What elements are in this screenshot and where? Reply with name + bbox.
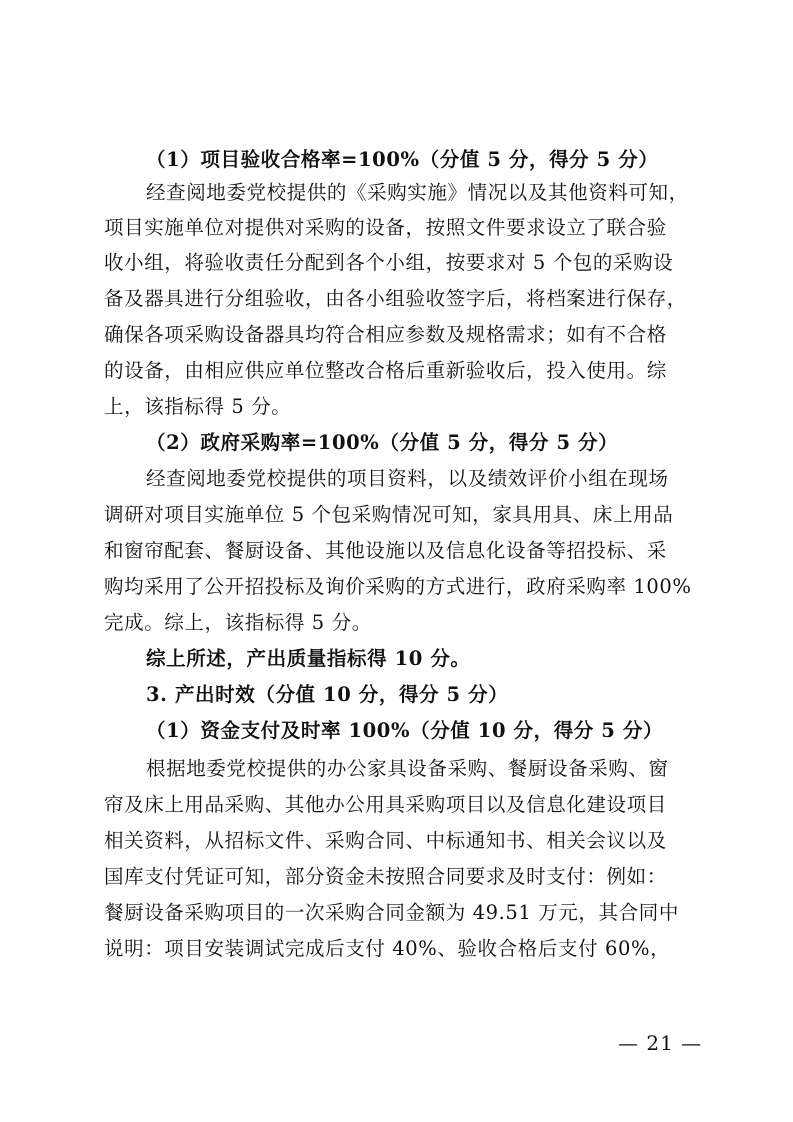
page-number: — 21 — xyxy=(618,1031,703,1055)
heading-acceptance-rate: （1）项目验收合格率=100%（分值 5 分，得分 5 分） xyxy=(146,148,659,171)
heading-output-timeliness: 3. 产出时效（分值 10 分，得分 5 分） xyxy=(146,683,509,706)
paragraph-line: 完成。综上，该指标得 5 分。 xyxy=(104,611,372,634)
summary-quality: 综上所述，产出质量指标得 10 分。 xyxy=(146,647,471,670)
paragraph-line: 说明：项目安装调试完成后支付 40%、验收合格后支付 60%， xyxy=(104,937,671,960)
paragraph-line: 根据地委党校提供的办公家具设备采购、餐厨设备采购、窗 xyxy=(146,757,669,780)
paragraph-line: 备及器具进行分组验收，由各小组验收签字后，将档案进行保存， xyxy=(104,287,687,310)
paragraph-line: 购均采用了公开招投标及询价采购的方式进行，政府采购率 100% xyxy=(104,575,692,598)
paragraph-line: 帘及床上用品采购、其他办公用具采购项目以及信息化建设项目 xyxy=(104,793,667,816)
paragraph-line: 经查阅地委党校提供的项目资料，以及绩效评价小组在现场 xyxy=(146,467,669,490)
paragraph-line: 经查阅地委党校提供的《采购实施》情况以及其他资料可知， xyxy=(146,181,689,204)
paragraph-line: 收小组，将验收责任分配到各个小组，按要求对 5 个包的采购设 xyxy=(104,251,674,274)
paragraph-line: 确保各项采购设备器具均符合相应参数及规格需求；如有不合格 xyxy=(104,323,667,346)
paragraph-line: 项目实施单位对提供对采购的设备，按照文件要求设立了联合验 xyxy=(104,216,667,239)
paragraph-line: 相关资料，从招标文件、采购合同、中标通知书、相关会议以及 xyxy=(104,829,667,852)
paragraph-line: 餐厨设备采购项目的一次采购合同金额为 49.51 万元，其合同中 xyxy=(104,901,679,924)
heading-payment-timeliness: （1）资金支付及时率 100%（分值 10 分，得分 5 分） xyxy=(146,719,664,742)
paragraph-line: 和窗帘配套、餐厨设备、其他设施以及信息化设备等招投标、采 xyxy=(104,539,667,562)
paragraph-line: 上，该指标得 5 分。 xyxy=(104,395,292,418)
heading-procurement-rate: （2）政府采购率=100%（分值 5 分，得分 5 分） xyxy=(146,431,619,454)
paragraph-line: 国库支付凭证可知，部分资金未按照合同要求及时支付：例如： xyxy=(104,865,667,888)
paragraph-line: 的设备，由相应供应单位整改合格后重新验收后，投入使用。综 xyxy=(104,359,667,382)
paragraph-line: 调研对项目实施单位 5 个包采购情况可知，家具用具、床上用品 xyxy=(104,503,674,526)
